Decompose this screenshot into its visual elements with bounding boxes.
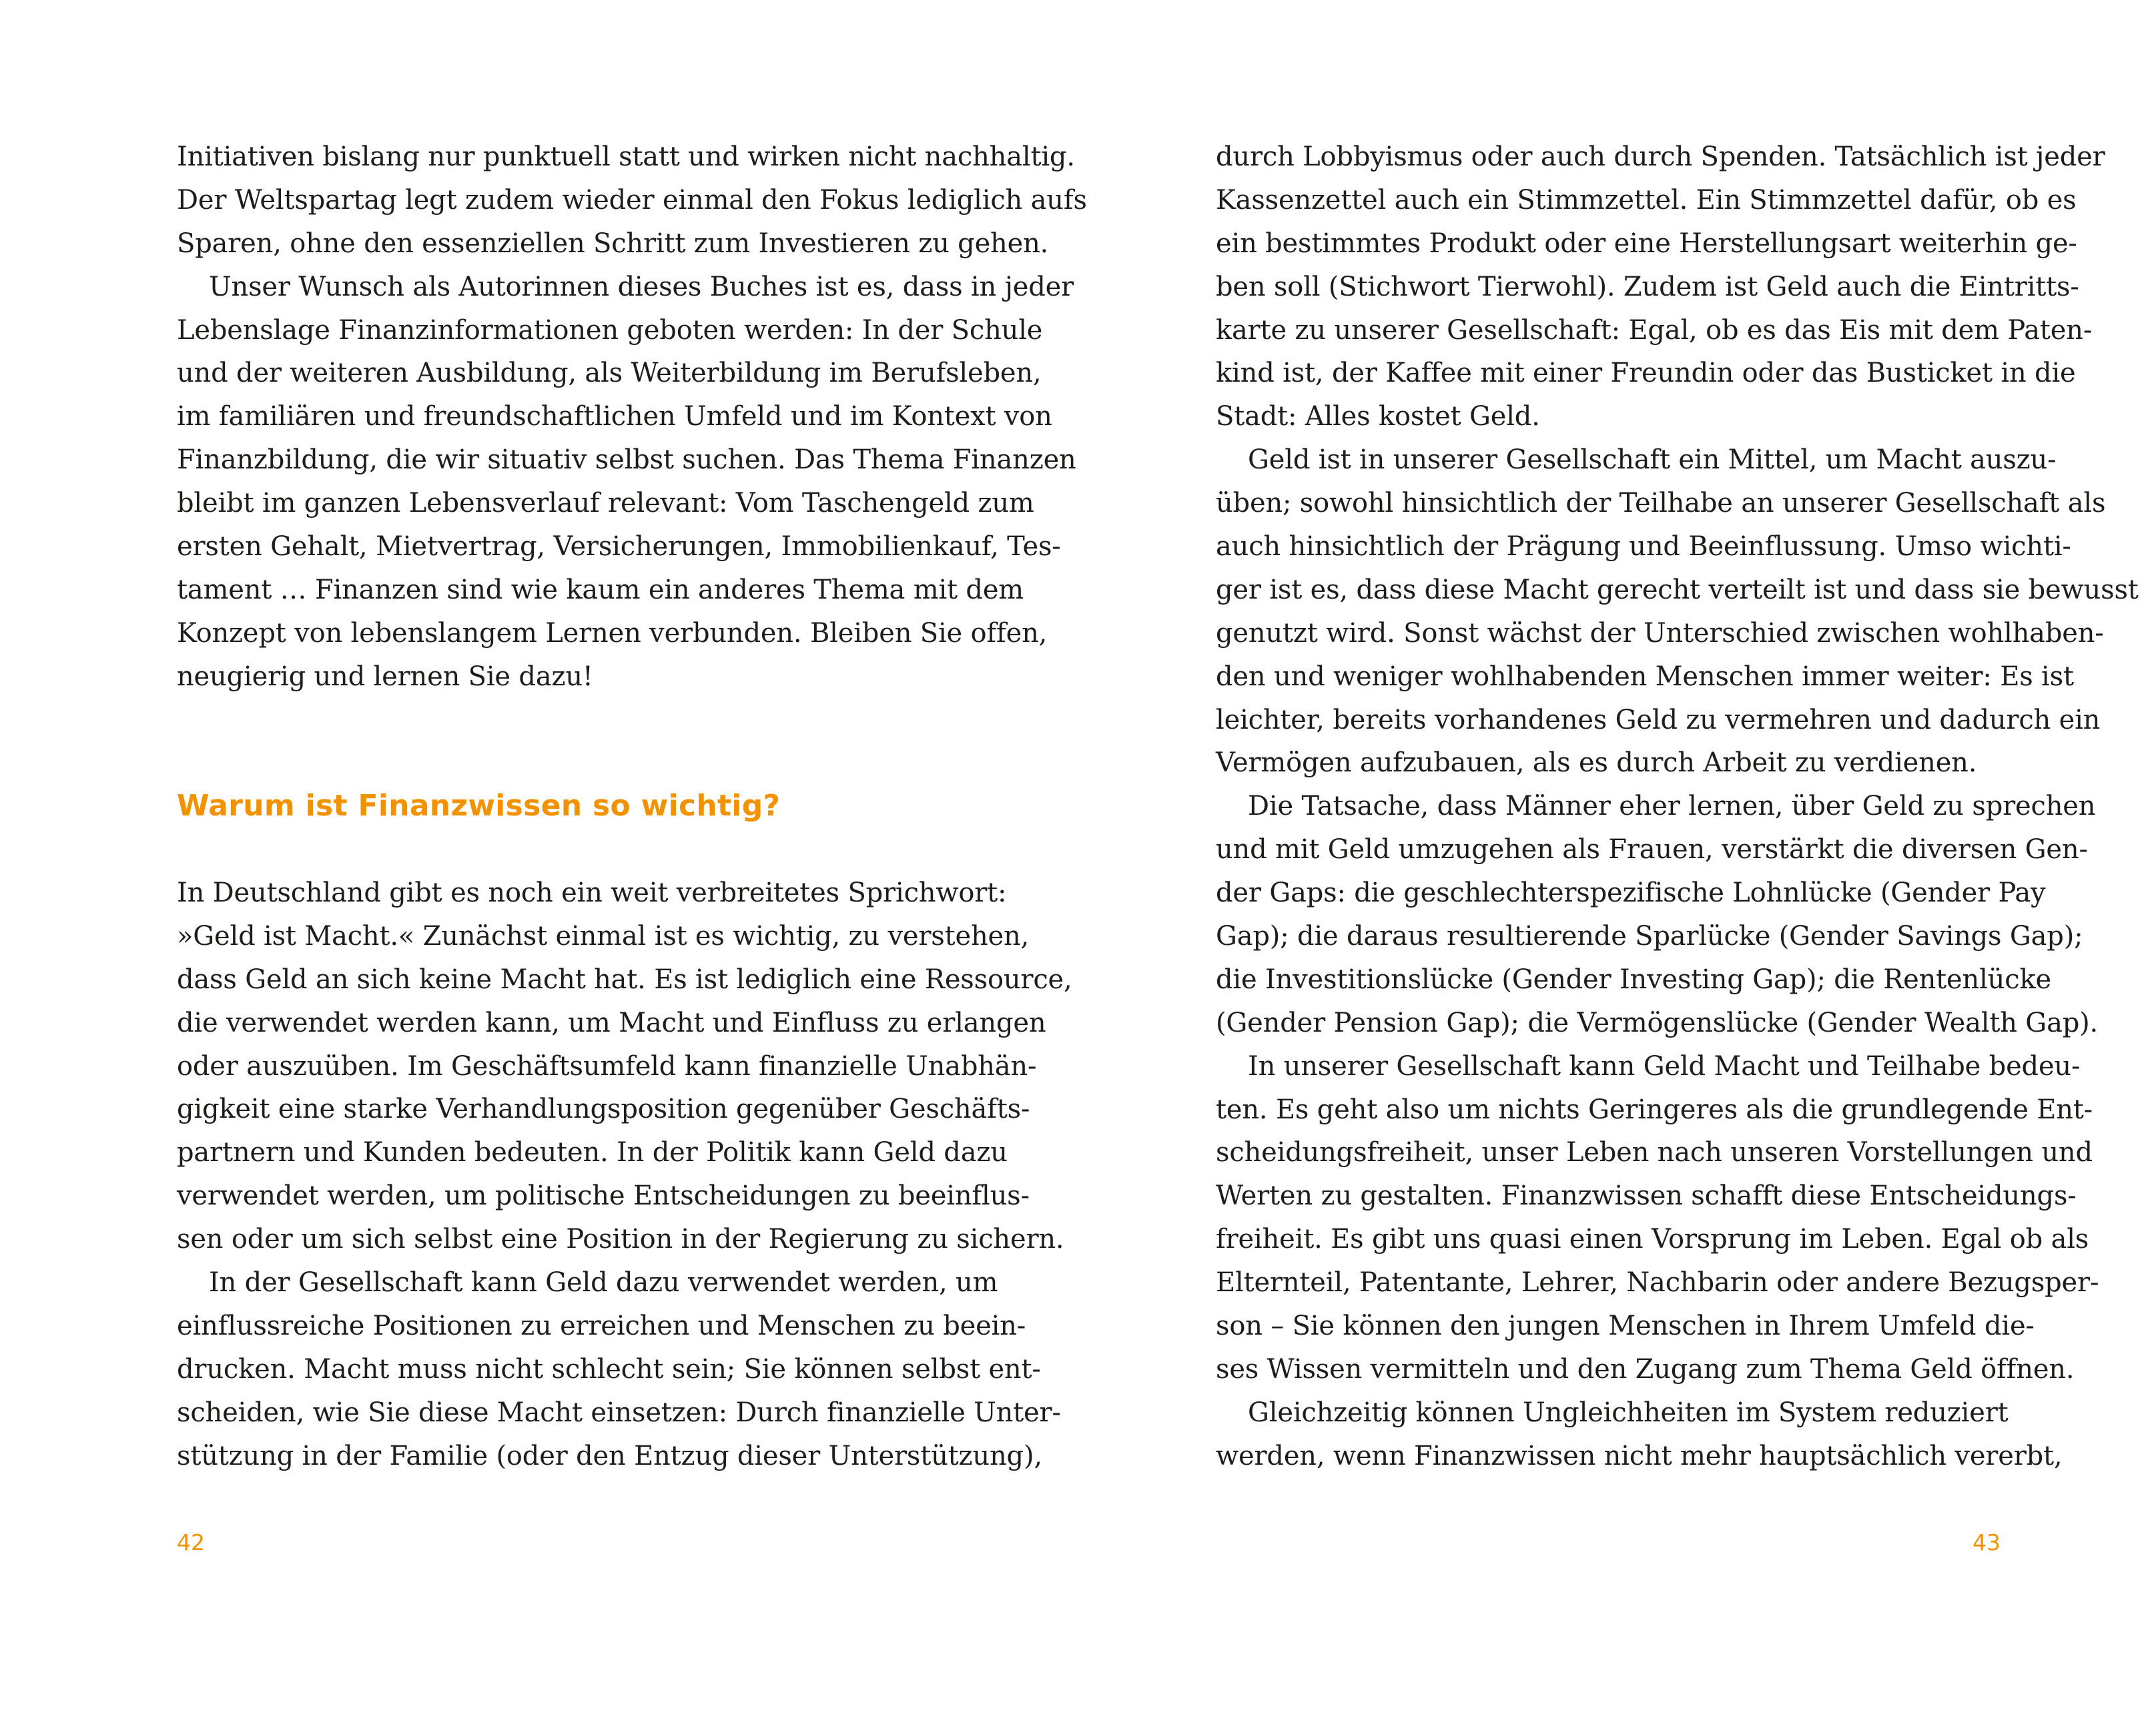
text-line: Kassenzettel auch ein Stimmzettel. Ein Stimmzettel dafür, ob es [1216,184,2077,216]
text-line: son – Sie können den jungen Menschen in Ihrem Umfeld die- [1216,1311,2035,1342]
text-line: dass Geld an sich keine Macht hat. Es ist lediglich eine Ressource, [177,964,1072,995]
text-line: tament … Finanzen sind wie kaum ein anderes Thema mit dem [177,574,1024,605]
text-line: gigkeit eine starke Verhandlungsposition gegenüber Geschäfts- [177,1094,1030,1125]
text-line: scheidungsfreiheit, unser Leben nach unseren Vorstellungen und [1216,1137,2093,1168]
right-text-column [1216,135,2139,1478]
paragraph-power [1216,438,2139,785]
text-line: Sparen, ohne den essenziellen Schritt zum Investieren zu gehen. [177,228,1049,259]
text-line: In der Gesellschaft kann Geld dazu verwendet werden, um [209,1267,998,1299]
text-line: bleibt im ganzen Lebensverlauf relevant: Vom Taschengeld zum [177,488,1034,519]
text-line: neugierig und lernen Sie dazu! [177,661,593,692]
left-text-column [177,135,1087,699]
text-line: einflussreiche Positionen zu erreichen und Menschen zu beein- [177,1310,1026,1341]
text-line: Lebenslage Finanzinformationen geboten werden: In der Schule [177,314,1043,346]
text-line: karte zu unserer Gesellschaft: Egal, ob es das Eis mit dem Paten- [1216,314,2093,346]
text-line: leichter, bereits vorhandenes Geld zu vermehren und dadurch ein [1216,704,2101,735]
text-line: und mit Geld umzugehen als Frauen, verstärkt die diversen Gen- [1216,834,2088,866]
text-line: sen oder um sich selbst eine Position in der Regierung zu sichern. [177,1224,1064,1255]
text-line: den und weniger wohlhabenden Menschen immer weiter: Es ist [1216,661,2074,692]
text-line: Vermögen aufzubauen, als es durch Arbeit zu verdienen. [1216,747,1977,779]
page-number-right: 43 [1972,1529,2001,1556]
paragraph-participation [1216,1045,2099,1391]
text-line: ses Wissen vermitteln und den Zugang zum Thema Geld öffnen. [1216,1353,2075,1385]
text-line: kind ist, der Kaffee mit einer Freundin oder das Busticket in die [1216,358,2076,389]
text-line: freiheit. Es gibt uns quasi einen Vorsprung im Leben. Egal ob als [1216,1224,2089,1255]
text-line: ger ist es, dass diese Macht gerecht verteilt ist und dass sie bewusst [1216,574,2139,605]
text-line: Werten zu gestalten. Finanzwissen schafft diese Entscheidungs- [1216,1180,2077,1212]
text-line: ersten Gehalt, Mietvertrag, Versicherungen, Immobilienkauf, Tes- [177,531,1061,563]
paragraph-proverb [177,872,1072,1261]
text-line: Initiativen bislang nur punktuell statt und wirken nicht nachhaltig. [177,141,1075,172]
text-line: auch hinsichtlich der Prägung und Beeinflussung. Umso wichti- [1216,531,2071,563]
text-line: im familiären und freundschaftlichen Umfeld und im Kontext von [177,401,1052,432]
text-line: der Gaps: die geschlechterspezifische Lohnlücke (Gender Pay [1216,878,2046,909]
text-line: stützung in der Familie (oder den Entzug dieser Unterstützung), [177,1440,1042,1471]
text-line: ein bestimmtes Produkt oder eine Herstellungsart weiterhin ge- [1216,228,2077,259]
text-line: durch Lobbyismus oder auch durch Spenden. Tatsächlich ist jeder [1216,141,2105,172]
text-line: Stadt: Alles kostet Geld. [1216,401,1540,432]
text-line: scheiden, wie Sie diese Macht einsetzen: Durch finanzielle Unter- [177,1397,1061,1428]
text-line: oder auszuüben. Im Geschäftsumfeld kann finanzielle Unabhän- [177,1050,1037,1082]
text-line: Der Weltspartag legt zudem wieder einmal den Fokus lediglich aufs [177,184,1087,216]
text-line: werden, wenn Finanzwissen nicht mehr hauptsächlich vererbt, [1216,1440,2063,1471]
text-line: Gleichzeitig können Ungleichheiten im System reduziert [1248,1397,2009,1428]
text-line: Konzept von lebenslangem Lernen verbunden. Bleiben Sie offen, [177,617,1048,649]
text-line: ten. Es geht also um nichts Geringeres als die grundlegende Ent- [1216,1094,2093,1125]
text-line: Unser Wunsch als Autorinnen dieses Buches ist es, dass in jeder [209,271,1074,302]
text-line: die Investitionslücke (Gender Investing Gap); die Rentenlücke [1216,964,2051,995]
paragraph-intro [177,135,1087,266]
text-line: Gap); die daraus resultierende Sparlücke (Gender Savings Gap); [1216,921,2083,952]
text-line: In Deutschland gibt es noch ein weit verbreitetes Sprichwort: [177,878,1007,908]
paragraph-lobby [1216,135,2105,438]
paragraph-gaps [1216,785,2099,1044]
text-line: In unserer Gesellschaft kann Geld Macht und Teilhabe bedeu- [1248,1050,2081,1082]
section-heading: Warum ist Finanzwissen so wichtig? [177,789,781,823]
text-line: Elternteil, Patentante, Lehrer, Nachbarin oder andere Bezugsper- [1216,1267,2099,1299]
text-line: und der weiteren Ausbildung, als Weiterbildung im Berufsleben, [177,358,1042,389]
text-line: verwendet werden, um politische Entscheidungen zu beeinflus- [177,1180,1030,1212]
paragraph-wish [177,266,1076,699]
right-page [1078,0,2156,1717]
text-line: drucken. Macht muss nicht schlecht sein; Sie können selbst ent- [177,1353,1041,1385]
paragraph-society [177,1261,1061,1477]
text-line: Finanzbildung, die wir situativ selbst suchen. Das Thema Finanzen [177,444,1076,476]
left-text-column-lower [177,872,1072,1477]
text-line: (Gender Pension Gap); die Vermögenslücke (Gender Wealth Gap). [1216,1007,2099,1038]
paragraph-inequality [1216,1391,2063,1478]
text-line: ben soll (Stichwort Tierwohl). Zudem ist Geld auch die Eintritts- [1216,271,2079,302]
text-line: die verwendet werden kann, um Macht und Einfluss zu erlangen [177,1007,1046,1038]
text-line: partnern und Kunden bedeuten. In der Politik kann Geld dazu [177,1137,1008,1168]
text-line: Geld ist in unserer Gesellschaft ein Mittel, um Macht auszu- [1248,444,2057,476]
text-line: üben; sowohl hinsichtlich der Teilhabe an unserer Gesellschaft als [1216,488,2106,519]
page-number-left: 42 [177,1529,205,1556]
text-line: Die Tatsache, dass Männer eher lernen, über Geld zu sprechen [1248,791,2096,822]
text-line: »Geld ist Macht.« Zunächst einmal ist es wichtig, zu verstehen, [177,920,1030,952]
text-line: genutzt wird. Sonst wächst der Unterschied zwischen wohlhaben- [1216,617,2104,649]
